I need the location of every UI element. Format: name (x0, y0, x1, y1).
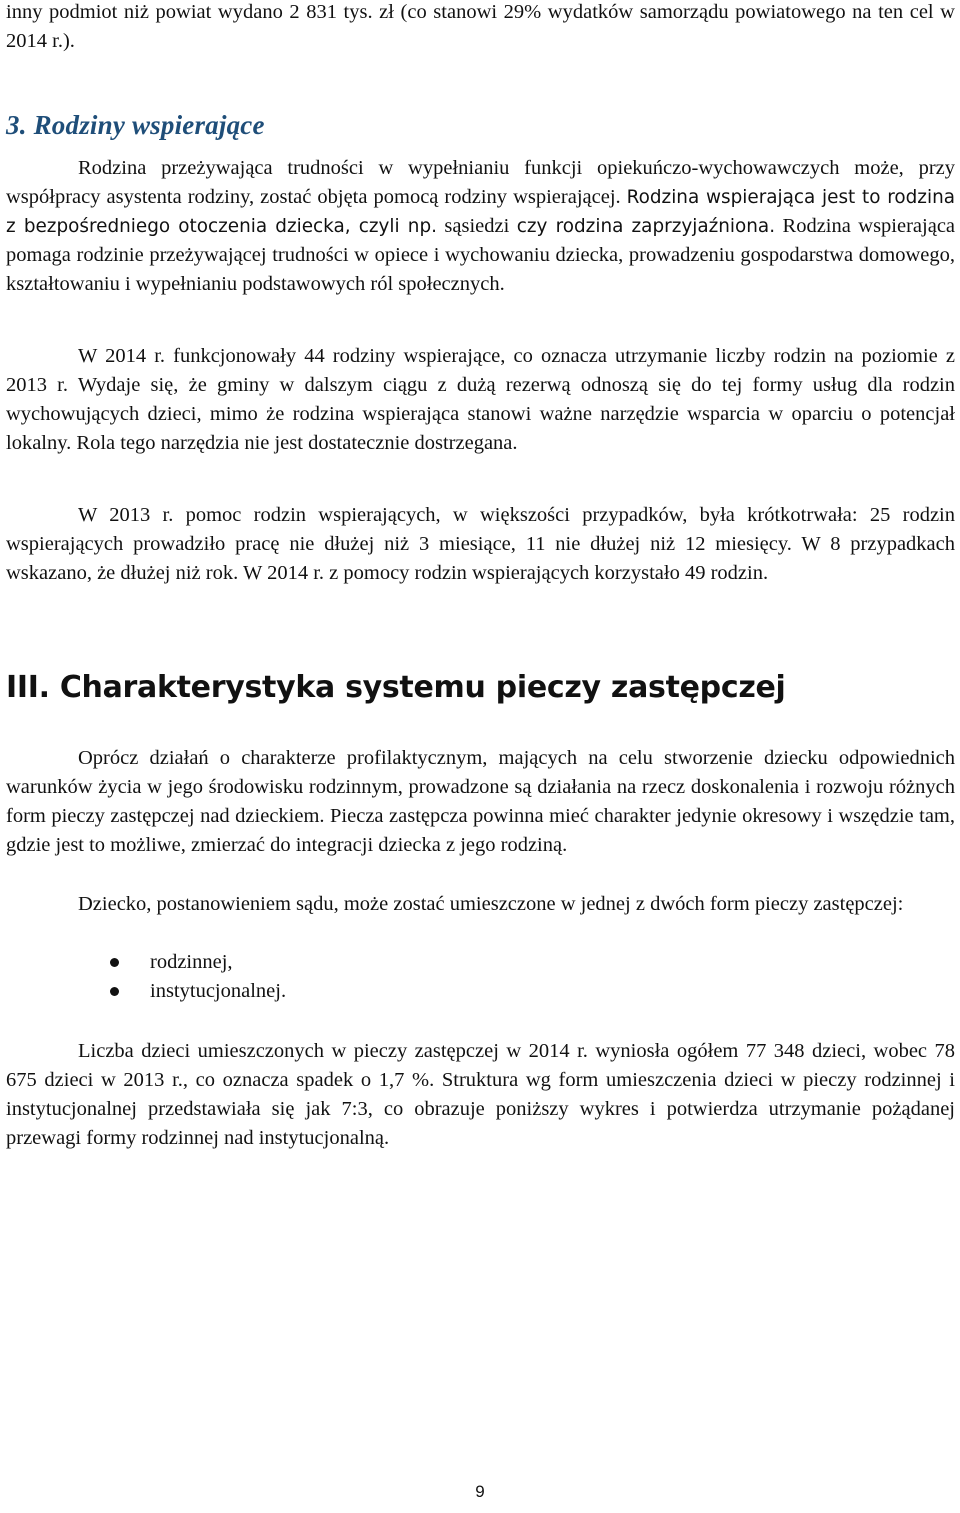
section3-paragraph-3 (6, 501, 955, 588)
section3-paragraph-2 (6, 342, 955, 458)
page-number: 9 (475, 1482, 485, 1501)
p1-sans-text: Rodzina wspierająca jest to rodzina z bezpośredniego otoczenia dziecka, czyli np. (6, 187, 955, 237)
p1-tail: Rodzina wspierająca pomaga rodzinie przeżywającej trudności w opiece i wychowaniu dziecka, prowadzeniu gospodarstwa domowego, kształtowaniu i wypełnianiu podstawowych ról społecznych. (6, 215, 956, 295)
section-heading: 3. Rodziny wspierające (6, 110, 265, 140)
chapter-heading: III. Charakterystyka systemu pieczy zastępczej (6, 670, 786, 705)
bullet-icon (110, 987, 119, 996)
p1-mid: sąsiedzi (444, 215, 510, 237)
intro-paragraph (6, 0, 955, 56)
chapter3-paragraph-3 (6, 1037, 955, 1153)
section3-paragraph-1 (6, 154, 955, 299)
p2-text: W 2014 r. funkcjonowały 44 rodziny wspierające, co oznacza utrzymanie liczby rodzin na poziomie z 2013 r. Wydaje się, że gminy w dalszym ciągu z dużą rezerwą odnoszą się do tej formy usług dla rodzin wychowujących dzieci, mimo że rodzina wspierająca stanowi ważne narzędzie wsparcia w oparciu o potencjał lokalny. Rola tego narzędzia nie jest dostatecznie dostrzegana. (6, 345, 955, 454)
list-item (110, 948, 286, 977)
p3-text: W 2013 r. pomoc rodzin wspierających, w większości przypadków, była krótkotrwała: 25 rodzin wspierających prowadziło pracę nie dłużej niż 3 miesiące, 11 nie dłużej niż 12 miesięcy. W 8 przypadkach wskazano, że dłużej niż rok. W 2014 r. z pomocy rodzin wspierających korzystało 49 rodzin. (6, 504, 955, 584)
ch3-p2-text: Dziecko, postanowieniem sądu, może zostać umieszczone w jednej z dwóch form pieczy zastępczej: (78, 893, 904, 915)
chapter3-paragraph-1 (6, 744, 955, 860)
p1-sans-text-2: czy rodzina zaprzyjaźniona. (516, 216, 776, 237)
forms-list (110, 948, 286, 1006)
chapter3-paragraph-2 (6, 890, 955, 919)
ch3-p1-text: Oprócz działań o charakterze profilaktycznym, mających na celu stworzenie dziecku odpowiednich warunków życia w jego środowisku rodzinnym, prowadzone są działania na rzecz doskonalenia i rozwoju różnych form pieczy zastępczej nad dzieckiem. Piecza zastępcza powinna mieć charakter jedynie okresowy i wszędzie tam, gdzie jest to możliwe, zmierzać do integracji dziecka z jego rodziną. (6, 747, 955, 856)
p1-lead: Rodzina przeżywająca trudności w wypełnianiu funkcji opiekuńczo-wychowawczych może, przy współpracy asystenta rodziny, zostać objęta pomocą rodziny wspierającej. (6, 157, 955, 208)
list-item (110, 977, 286, 1006)
intro-text: inny podmiot niż powiat wydano 2 831 tys. zł (co stanowi 29% wydatków samorządu powiatowego na ten cel w 2014 r.). (6, 1, 955, 52)
ch3-p3-text: Liczba dzieci umieszczonych w pieczy zastępczej w 2014 r. wyniosła ogółem 77 348 dzieci, wobec 78 675 dzieci w 2013 r., co oznacza spadek o 1,7 %. Struktura wg form umieszczenia dzieci w pieczy rodzinnej i instytucjonalnej przedstawiała się jak 7:3, co obrazuje poniższy wykres i potwierdza utrzymanie pożądanej przewagi formy rodzinnej nad instytucjonalną. (6, 1040, 955, 1149)
list-item-label: rodzinnej, (150, 951, 233, 973)
list-item-label: instytucjonalnej. (150, 980, 287, 1002)
bullet-icon (110, 958, 119, 967)
